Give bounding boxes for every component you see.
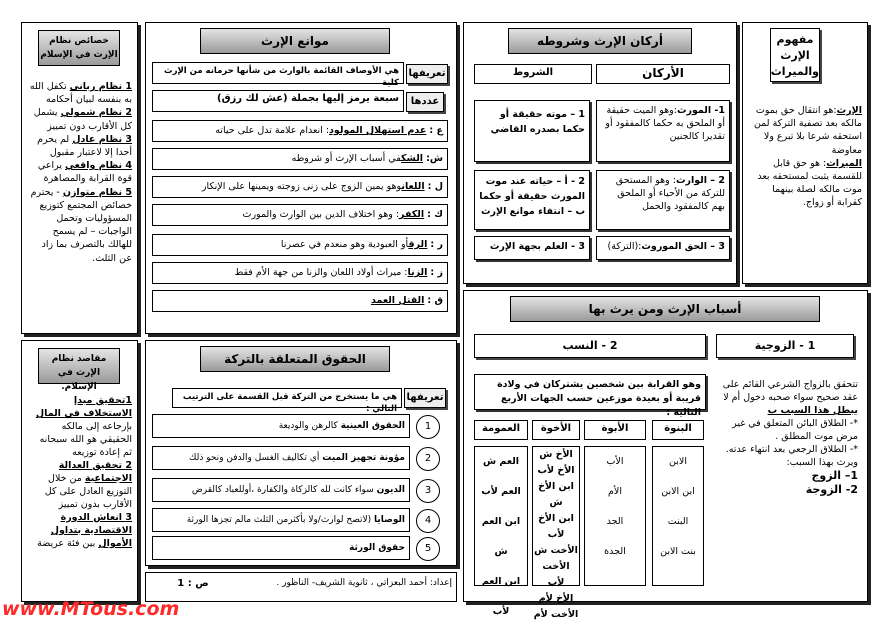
huquq-item-text: أي تكاليف الغسل والدفن ونحو ذلك (189, 453, 320, 463)
nasab-col-item: ابن الأخ لأب (538, 513, 574, 540)
mawani-item (152, 262, 448, 284)
nasab-col-item: بنت الابن (660, 546, 696, 557)
nasab-col-item: البنت (667, 516, 689, 527)
nasab-col-head: الأخوة (532, 420, 580, 440)
mawani-item (152, 176, 448, 198)
nasab-col (584, 446, 646, 586)
nasab-head: 2 - النسب (474, 334, 706, 358)
arkan-col-arkan: الأركان (596, 64, 730, 84)
huquq-item (152, 478, 410, 502)
zawjiya-intro: تتحقق بالزواج الشرعي القائم على عقد صحيح سواء صحبه دخول أم لا (722, 379, 858, 403)
mawani-item (152, 290, 448, 312)
mirath-label: الميراث (826, 157, 862, 169)
nasab-col-item: الجدة (604, 546, 626, 557)
talaq-bain: *- الطلاق البائن المتعلق في غير مرض موت المطلق . (732, 418, 858, 442)
concept-body (748, 104, 862, 210)
huquq-item-head: الوصايا (374, 515, 405, 525)
khasais-item-head: 5 نظام متوازن (62, 186, 132, 198)
huquq-item-text: كالرهن والوديعة (278, 421, 338, 431)
khasais-item-head: 4 نظام واقعي (65, 160, 132, 172)
maqasid-body (28, 394, 132, 550)
concept-title: مفهوم الإرث والميراث (770, 28, 820, 82)
maqasid-item-head: 1تحقيق مبدإ الاستخلاف في المال (35, 395, 132, 419)
mawani-item (152, 204, 448, 226)
nasab-col-item: الأخت ش (534, 545, 578, 556)
nasab-col-item: ابن الأخ ش (538, 481, 574, 508)
mawani-item-text: في أسباب الإرث أو شروطه (291, 153, 402, 164)
mawani-item-key: الرق (408, 239, 428, 250)
nasab-col-item: الأب (606, 456, 624, 467)
maqasid-item-text: بإرجاعه إلى مالكه الحقيقي هو الله سبحانه ثم إعادة توزيعه (39, 421, 132, 458)
mawani-item-letter: ز : (430, 267, 443, 278)
mawani-item-letter: ع : (429, 125, 443, 136)
mawani-item (152, 120, 448, 142)
nasab-text: وهو القرابة بين شخصين يشتركان في ولادة قريبة أو بعيدة موزعين حسب الجهات الأربع التالية : (474, 374, 706, 410)
mawani-item-letter: ر : (430, 239, 443, 250)
khasais-body (28, 80, 132, 265)
huquq-def: هي ما يستخرج من التركة قبل القسمة على الترتيب التالي : (172, 388, 402, 408)
khasais-title: خصائص نظام الإرث في الإسلام (38, 30, 120, 66)
irth-text: :هو انتقال حق بموت مالكه بعد تصفية التركة لمن استحقه شرعا بلا تبرع ولا معاوضة (753, 105, 862, 156)
nasab-col-head: البنوة (652, 420, 704, 440)
nasab-col-item: الأخ لأم (538, 593, 574, 604)
huquq-item (152, 446, 410, 470)
nasab-col-head: العمومة (474, 420, 528, 440)
mawani-item-key: عدم استهلال المولود (329, 125, 427, 136)
yarith-label: ويرث بهذا السبب: (786, 457, 858, 468)
huquq-item-head: حقوق الورثة (349, 543, 405, 553)
mawani-item-key: الشك (401, 153, 424, 164)
mawani-item-key: الزنا (407, 267, 428, 278)
nasab-col (474, 446, 528, 617)
nasab-col-item: ابن العم ش (481, 516, 521, 557)
rukn-1: 1- المورث:وهو الميت حقيقة أو الملحق به حكما كالمفقود أو تقديرا كالجنين (596, 100, 730, 162)
nasab-col (652, 446, 704, 586)
huquq-item (152, 414, 410, 438)
mawani-item (152, 234, 448, 256)
irth-label: الإرث (836, 105, 862, 116)
khasais-item-text: - يحترم خصائص المجتمع كتوزيع المسؤوليات وتحمل الواجبات – لم يسمح للهالك بالتصرف بما زاد عن الثلث. (30, 186, 132, 264)
khasais-item-head: 1 نظام رباني (69, 81, 132, 92)
zawj: 1– الزوج (811, 469, 858, 482)
zawja: 2- الزوجة (805, 483, 858, 496)
huquq-item-text: (لاتصح لوارث/ولا بأكثرمن الثلث مالم تجزها الورثة (186, 515, 372, 525)
nasab-col-item: الأخ ش (539, 449, 573, 460)
nasab-col-item: ابن الابن (661, 486, 695, 497)
mawani-item-text: أو العبودية وهو منعدم في عصرنا (280, 239, 409, 250)
zawjiya-head: 1 - الزوجية (716, 334, 854, 358)
huquq-item-head: الديون (376, 485, 405, 495)
maqasid-item-head: 3 انعاش الدورة الاقتصادية بتداول الأموال (50, 512, 132, 549)
mawani-def-tag: تعريفها (406, 64, 448, 84)
nasab-col-item: العم لأب (481, 486, 521, 497)
maqasid-title: مقاصد نظام الإرث في الإسلام. (38, 348, 120, 384)
huquq-item-text: سواء كانت لله كالزكاة والكفارة ،أوللعباد كالقرض (191, 485, 374, 495)
arkan-col-shurut: الشروط (474, 64, 592, 84)
maqasid-item-text: بين فئة عريضة (37, 538, 96, 549)
footer-page: ص : 1 (177, 578, 209, 589)
rukn-2: 2 – الوارث: وهو المستحق للتركة من الأحياء أو الملحق بهم كالمفقود والحمل (596, 170, 730, 230)
mawani-item-text: : ميراث أولاد اللعان والزنا من جهة الأم فقط (234, 267, 408, 278)
nasab-col-item: ابن العم لأب (481, 576, 521, 617)
mawani-item-letter: ش: (426, 153, 443, 164)
huquq-def-tag: تعريفها (404, 388, 446, 408)
maqasid-item-text: من خلال التوزيع العادل على كل الأقارب بدون تمييز (44, 473, 132, 510)
nasab-col-item: الجد (606, 516, 624, 527)
nasab-col-head: الأبوة (584, 420, 646, 440)
mawani-count-tag: عددها (406, 92, 444, 112)
mawani-count: سبعة يرمز إليها بجملة (عش لك رزق) (152, 90, 404, 112)
mawani-item-key: الكفر (399, 209, 425, 220)
asbab-title: أسباب الإرث ومن يرث بها (510, 296, 820, 322)
huquq-item-head: الحقوق العينية (340, 421, 405, 431)
mawani-title: موانع الإرث (200, 28, 390, 54)
khasais-item-text: يراعي قوة القرابة والمصاهرة (37, 160, 132, 185)
mawani-item (152, 148, 448, 170)
nasab-col-item: الأخت لأم (533, 609, 579, 620)
khasais-item-head: 2 نظام شمولي (60, 107, 132, 119)
mawani-item-key: القتل العمد (370, 295, 425, 306)
maqasid-item-head: 2 تحقيق العدالة الاجتماعية (58, 460, 132, 484)
nasab-col (532, 446, 580, 620)
zawjiya-body (714, 378, 858, 497)
rukn-3: 3 – الحق الموروث:(التركة) (596, 236, 730, 260)
footer-author: إعداد: أحمد البعزاتي ، ثانوية الشريف- الناظور . (276, 578, 452, 588)
mawani-item-text: : وهو اختلاف الدين بين الوارث والمورث (242, 209, 400, 220)
mawani-item-text: : انعدام علامة تدل على حياته (215, 125, 330, 136)
nasab-col-item: الأم (608, 486, 622, 497)
huquq-item-number: 2 (416, 447, 440, 471)
talaq-rajii: *- الطلاق الرجعي بعد انتهاء عدته. (725, 444, 858, 455)
huquq-item (152, 508, 410, 532)
khasais-item-text: لم يحرم أحدا إلا لاعتبار مقبول (37, 133, 132, 159)
mawani-def: هي الأوصاف القائمة بالوارث من شأنها حرمانه من الإرث كلية (152, 62, 404, 84)
nasab-col-item: الأخت لأب (542, 561, 570, 588)
shart-3: 3 - العلم بجهة الإرث (474, 236, 590, 260)
khasais-item-text: يشمل كل الأقارب دون تمييز (33, 107, 132, 132)
nasab-col-item: الابن (669, 456, 687, 467)
huquq-item-head: مؤونة تجهيز الميت (322, 453, 405, 463)
khasais-item-text: تكفل الله به بنفسه لبيان أحكامه (29, 81, 132, 106)
yabtul-label: يبطل هذا السبب ب (767, 405, 858, 416)
arkan-title: أركان الإرث وشروطه (508, 28, 692, 54)
mawani-item-key: اللعان (401, 181, 425, 192)
huquq-item-number: 1 (416, 415, 440, 439)
mawani-item-letter: ق : (427, 295, 443, 306)
khasais-item-head: 3 نظام عادل (72, 133, 132, 145)
watermark: www.MTous.com (2, 598, 180, 620)
huquq-item (152, 536, 410, 560)
mawani-item-letter: ل : (427, 181, 443, 192)
huquq-title: الحقوق المتعلقة بالتركة (200, 346, 390, 372)
shart-1: 1 – موته حقيقة أو حكما بصدره القاضي (474, 100, 590, 162)
nasab-col-item: العم ش (482, 456, 520, 467)
huquq-item-number: 5 (416, 537, 440, 561)
mirath-text: : هو حق قابل للقسمة يثبت لمستحقه بعد موت مالكه لصلة بينهما كقرابة أو زواج. (757, 157, 862, 209)
shart-2: 2 - أ – حياته عند موت المورث حقيقة أو حكما ب – انتفاء موانع الإرث (474, 170, 590, 230)
mawani-item-letter: ك : (427, 209, 443, 220)
huquq-item-number: 3 (416, 479, 440, 503)
mawani-item-text: وهو يمين الزوج على زنى زوجته ويمينها على الإنكار (201, 181, 402, 192)
nasab-col-item: الأخ لأب (537, 465, 575, 476)
huquq-item-number: 4 (416, 509, 440, 533)
